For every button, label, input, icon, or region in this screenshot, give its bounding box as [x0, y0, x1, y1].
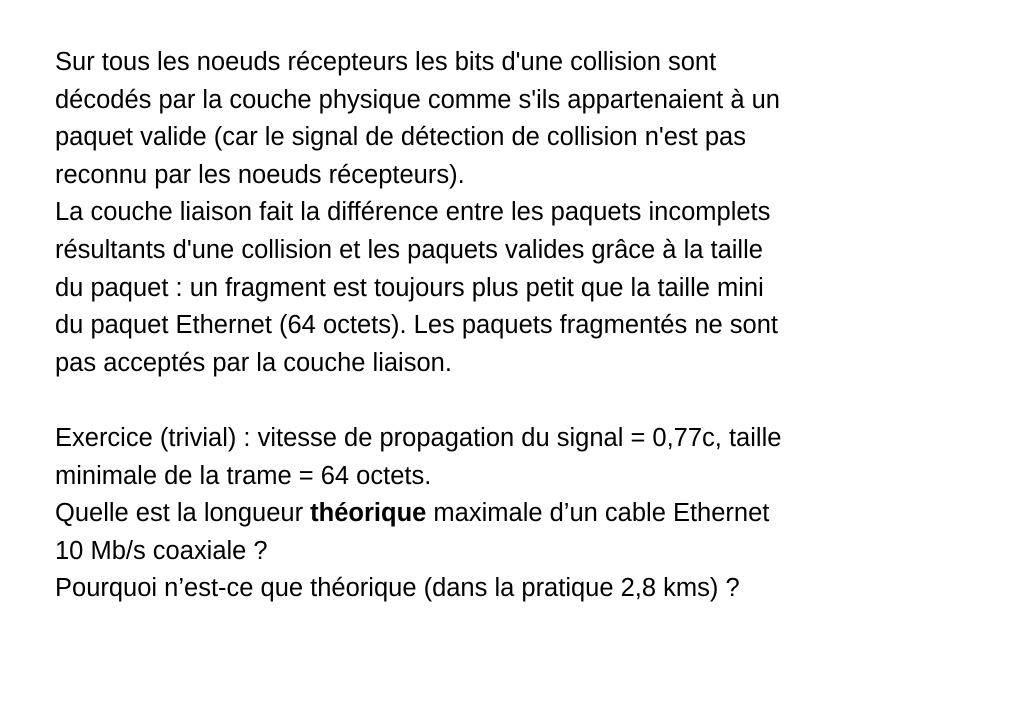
- text-line: La couche liaison fait la différence entre les paquets incomplets: [55, 198, 771, 227]
- text-line: Sur tous les noeuds récepteurs les bits d'une collision sont: [55, 48, 717, 76]
- question-text: maximale d’un cable Ethernet: [426, 499, 770, 528]
- paragraph-collision-decoding: [55, 44, 1015, 194]
- exercise-statement: Exercice (trivial) : vitesse de propagation du signal = 0,77c, taille: [55, 423, 782, 452]
- question-emphasis: théorique: [310, 499, 427, 528]
- exercise-block: [55, 420, 1015, 608]
- paragraph-link-layer: [55, 194, 1015, 382]
- text-line: pas acceptés par la couche liaison.: [55, 348, 452, 377]
- text-line: du paquet : un fragment est toujours plus petit que la taille mini: [55, 273, 764, 302]
- exercise-question-1-continued: 10 Mb/s coaxiale ?: [55, 536, 268, 565]
- slide-body: [55, 44, 1015, 608]
- exercise-question-1: [55, 495, 1015, 533]
- text-line: reconnu par les noeuds récepteurs).: [55, 160, 465, 189]
- text-line: du paquet Ethernet (64 octets). Les paquets fragmentés ne sont: [55, 311, 778, 340]
- text-line: paquet valide (car le signal de détection de collision n'est pas: [55, 123, 746, 152]
- question-text: Quelle est la longueur: [55, 499, 311, 528]
- exercise-question-2: Pourquoi n’est-ce que théorique (dans la pratique 2,8 kms) ?: [55, 574, 740, 603]
- paragraph-spacer: [55, 382, 1015, 420]
- text-line: résultants d'une collision et les paquets valides grâce à la taille: [55, 235, 763, 264]
- exercise-statement: minimale de la trame = 64 octets.: [55, 461, 432, 490]
- text-line: décodés par la couche physique comme s'ils appartenaient à un: [55, 85, 780, 114]
